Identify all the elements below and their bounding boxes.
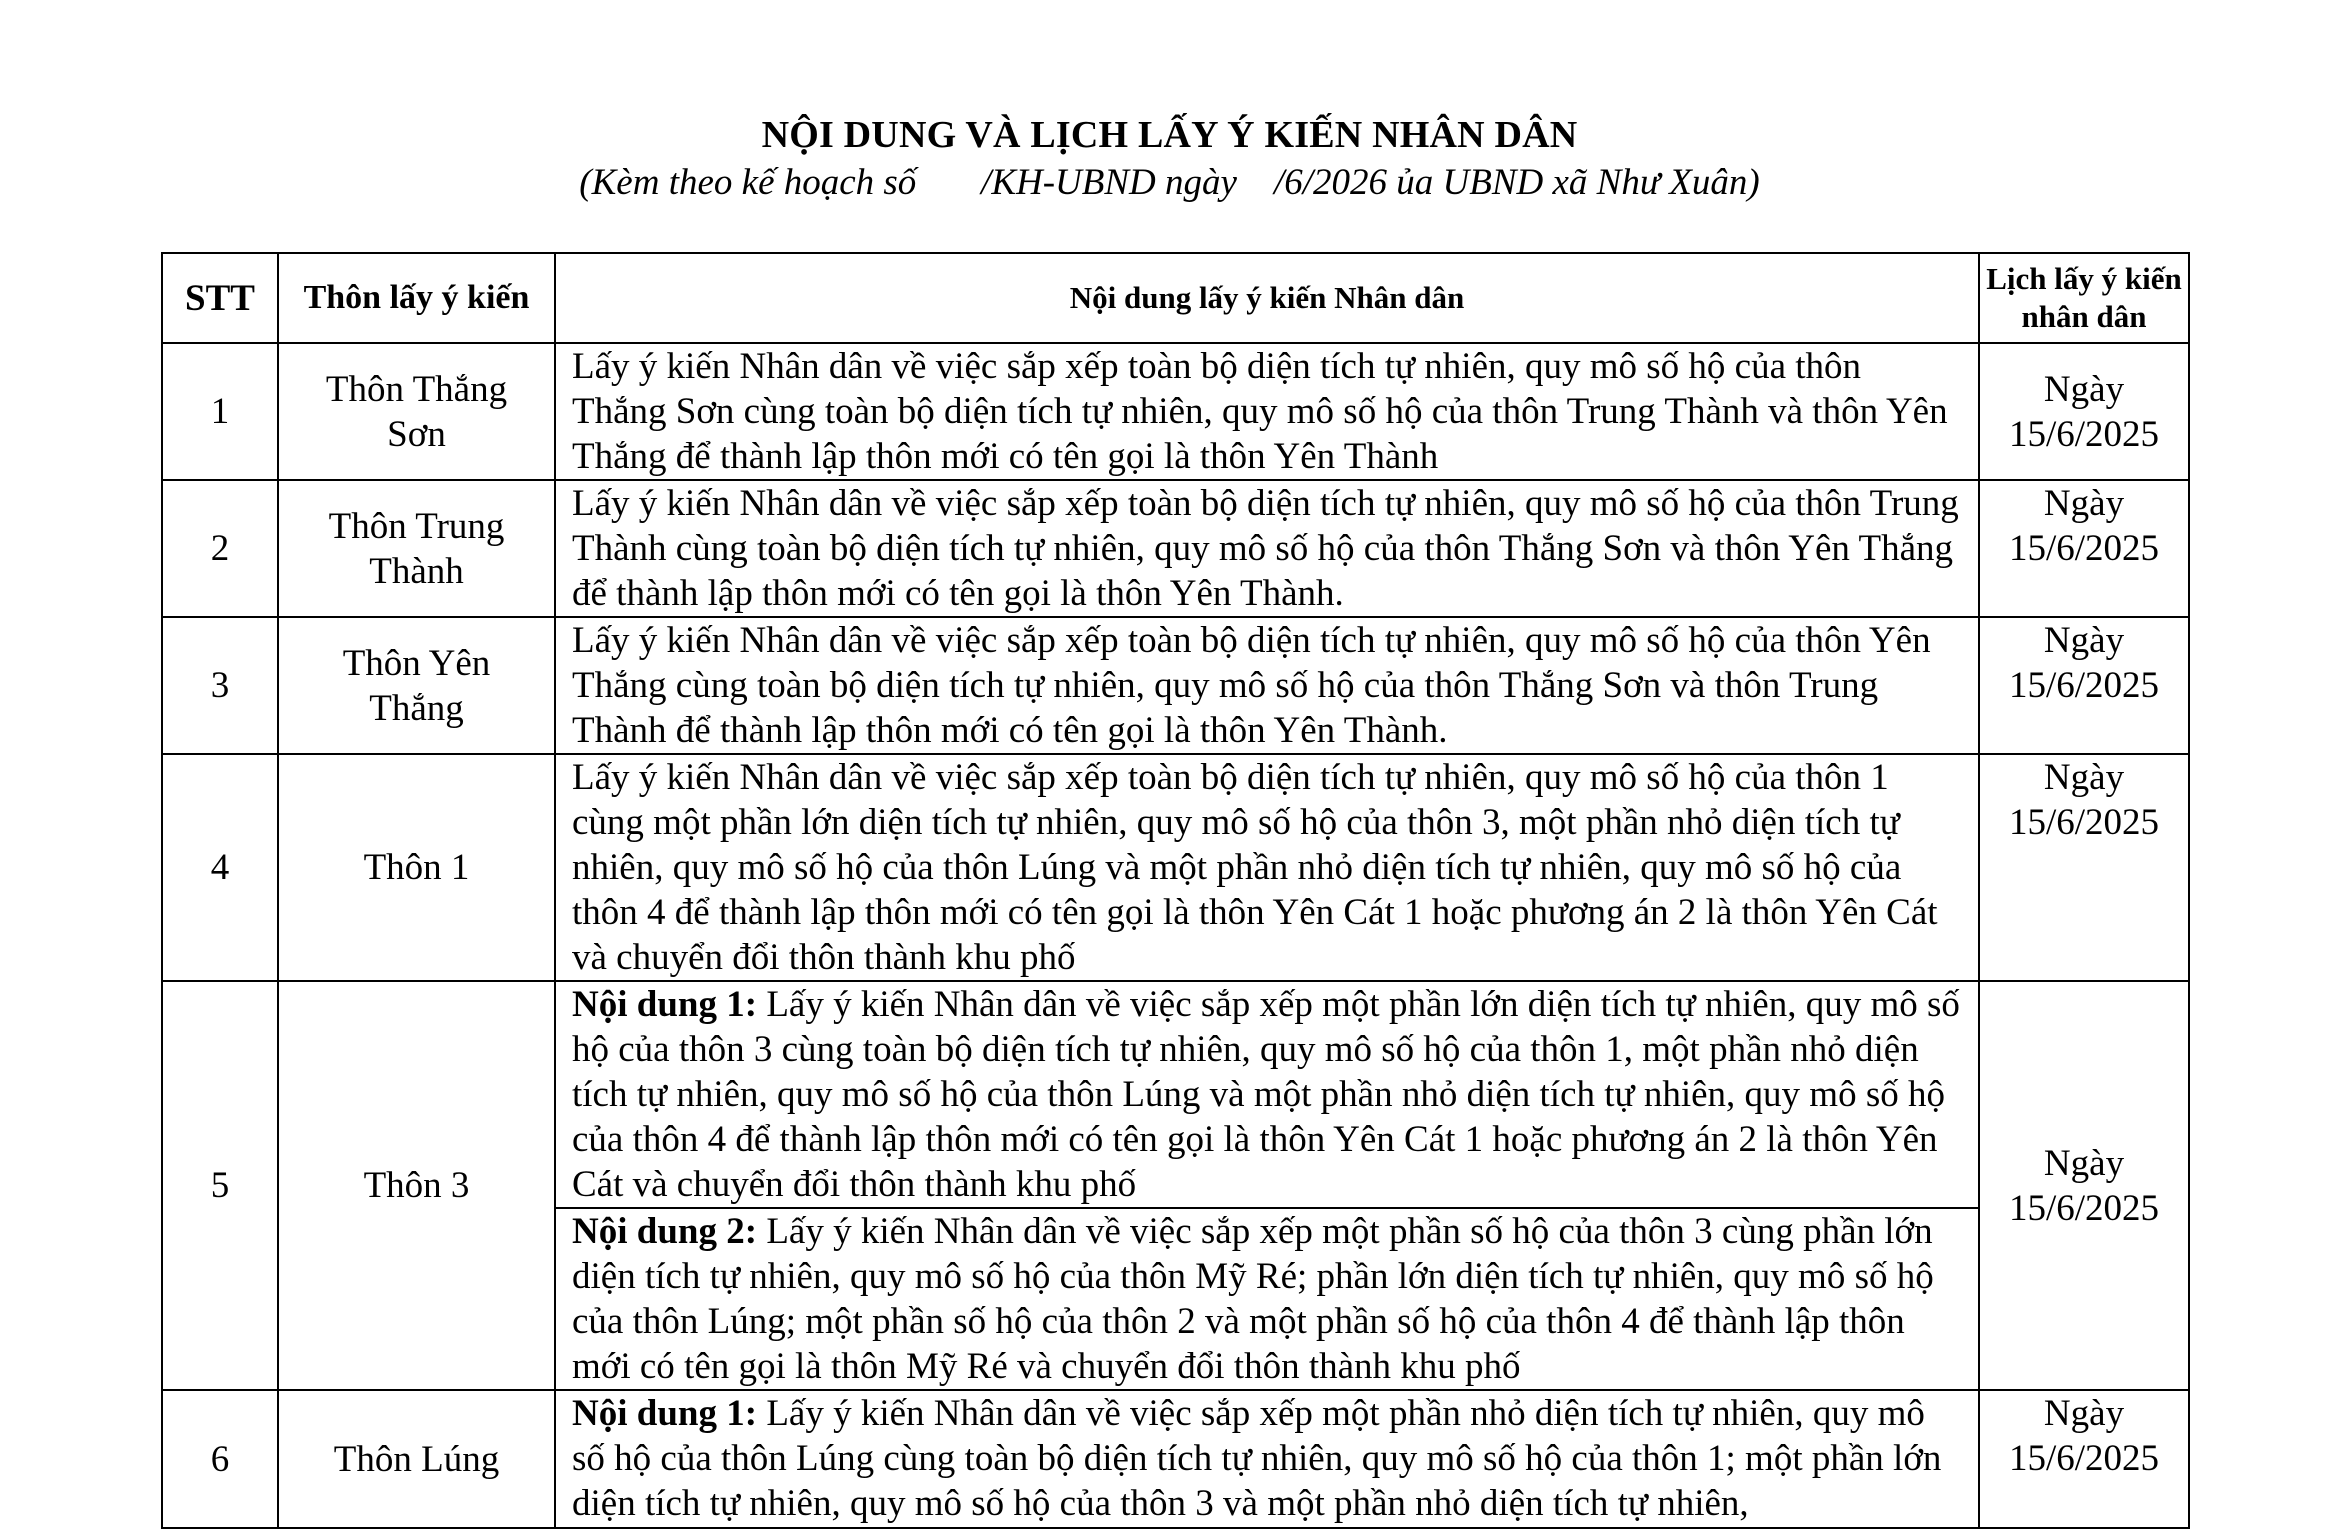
row-content: Lấy ý kiến Nhân dân về việc sắp xếp toàn bộ diện tích tự nhiên, quy mô số hộ của thôn 1 cùng một phần lớn diện tích tự nhiên, quy mô số hộ của thôn 3, một phần nhỏ diện tích tự nhiên, quy mô số hộ của thôn Lúng và một phần nhỏ diện tích tự nhiên, quy mô số hộ của thôn 4 để thành lập thôn mới có tên gọi là thôn Yên Cát 1 hoặc phương án 2 là thôn Yên Cát và chuyển đổi thôn thành khu phố [555, 754, 1979, 981]
table-row [162, 617, 2189, 754]
table-header-row [162, 253, 2189, 343]
row-content: Lấy ý kiến Nhân dân về việc sắp xếp toàn bộ diện tích tự nhiên, quy mô số hộ của thôn Thắng Sơn cùng toàn bộ diện tích tự nhiên, quy mô số hộ của thôn Trung Thành và thôn Yên Thắng để thành lập thôn mới có tên gọi là thôn Yên Thành [555, 343, 1979, 480]
content-item-text: Lấy ý kiến Nhân dân về việc sắp xếp một phần lớn diện tích tự nhiên, quy mô số hộ của thôn 3 cùng toàn bộ diện tích tự nhiên, quy mô số hộ của thôn 1, một phần nhỏ diện tích tự nhiên, quy mô số hộ của thôn Lúng và một phần nhỏ diện tích tự nhiên, quy mô số hộ của thôn 4 để thành lập thôn mới có tên gọi là thôn Yên Cát 1 hoặc phương án 2 là thôn Yên Cát và chuyển đổi thôn thành khu phố [572, 984, 1960, 1205]
row-thon: Thôn Lúng [278, 1390, 555, 1528]
consultation-schedule-table [161, 252, 2190, 1529]
table-row [162, 480, 2189, 617]
column-header-content: Nội dung lấy ý kiến Nhân dân [555, 253, 1979, 343]
column-header-schedule: Lịch lấy ý kiến nhân dân [1979, 253, 2189, 343]
row-stt: 3 [162, 617, 278, 754]
content-item-text: Lấy ý kiến Nhân dân về việc sắp xếp một phần nhỏ diện tích tự nhiên, quy mô số hộ của thôn Lúng cùng toàn bộ diện tích tự nhiên, quy mô số hộ của thôn 1; một phần lớn diện tích tự nhiên, quy mô số hộ của thôn 3 và một phần nhỏ diện tích tự nhiên, [572, 1393, 1942, 1524]
row-thon: Thôn Thắng Sơn [278, 343, 555, 480]
table-row [162, 1390, 2189, 1528]
row-date: Ngày 15/6/2025 [1979, 617, 2189, 754]
row-date: Ngày 15/6/2025 [1979, 754, 2189, 981]
row-content-item-1 [555, 981, 1979, 1208]
row-stt: 4 [162, 754, 278, 981]
content-item-label: Nội dung 1: [572, 984, 758, 1025]
table-row [162, 981, 2189, 1208]
row-date: Ngày 15/6/2025 [1979, 1390, 2189, 1528]
row-content: Lấy ý kiến Nhân dân về việc sắp xếp toàn bộ diện tích tự nhiên, quy mô số hộ của thôn Trung Thành cùng toàn bộ diện tích tự nhiên, quy mô số hộ của thôn Thắng Sơn và thôn Yên Thắng để thành lập thôn mới có tên gọi là thôn Yên Thành. [555, 480, 1979, 617]
row-date: Ngày 15/6/2025 [1979, 981, 2189, 1390]
content-item-label: Nội dung 1: [572, 1393, 758, 1434]
row-thon: Thôn Yên Thắng [278, 617, 555, 754]
column-header-stt: STT [162, 253, 278, 343]
row-thon: Thôn Trung Thành [278, 480, 555, 617]
row-stt: 1 [162, 343, 278, 480]
table-row [162, 343, 2189, 480]
row-content: Lấy ý kiến Nhân dân về việc sắp xếp toàn bộ diện tích tự nhiên, quy mô số hộ của thôn Yên Thắng cùng toàn bộ diện tích tự nhiên, quy mô số hộ của thôn Thắng Sơn và thôn Trung Thành để thành lập thôn mới có tên gọi là thôn Yên Thành. [555, 617, 1979, 754]
row-stt: 2 [162, 480, 278, 617]
row-thon: Thôn 1 [278, 754, 555, 981]
row-stt: 6 [162, 1390, 278, 1528]
row-stt: 5 [162, 981, 278, 1390]
row-content-item-1 [555, 1390, 1979, 1528]
content-item-label: Nội dung 2: [572, 1211, 758, 1252]
row-content-item-2 [555, 1208, 1979, 1390]
table-row [162, 754, 2189, 981]
document-title: NỘI DUNG VÀ LỊCH LẤY Ý KIẾN NHÂN DÂN [761, 114, 1578, 156]
column-header-thon: Thôn lấy ý kiến [278, 253, 555, 343]
row-date: Ngày 15/6/2025 [1979, 343, 2189, 480]
content-item-text: Lấy ý kiến Nhân dân về việc sắp xếp một phần số hộ của thôn 3 cùng phần lớn diện tích tự nhiên, quy mô số hộ của thôn Mỹ Ré; phần lớn diện tích tự nhiên, quy mô số hộ của thôn Lúng; một phần số hộ của thôn 2 và một phần số hộ của thôn 4 để thành lập thôn mới có tên gọi là thôn Mỹ Ré và chuyển đổi thôn thành khu phố [572, 1211, 1934, 1387]
document-subtitle: (Kèm theo kế hoạch số /KH-UBND ngày /6/2026 ủa UBND xã Như Xuân) [579, 162, 1760, 203]
row-thon: Thôn 3 [278, 981, 555, 1390]
row-date: Ngày 15/6/2025 [1979, 480, 2189, 617]
